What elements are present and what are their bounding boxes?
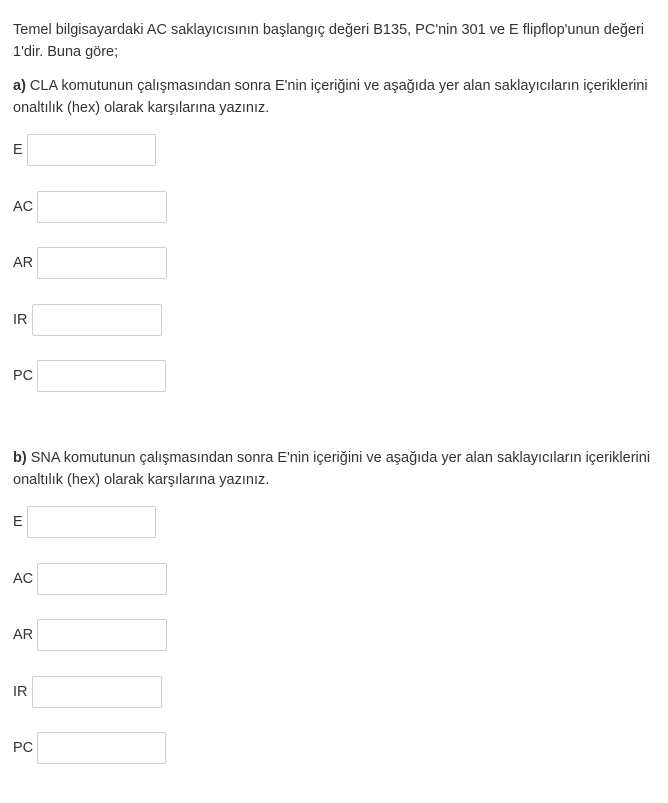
part-a-marker: a) — [13, 78, 26, 94]
part-b-input-pc[interactable] — [37, 732, 166, 764]
part-a-row-ar — [13, 245, 167, 281]
part-a-label-ar: AR — [13, 255, 34, 271]
part-a-text: CLA komutunun çalışmasından sonra E'nin içeriğini ve aşağıda yer alan saklayıcıların içeriklerini onaltılık (hex) olarak karşılarına yazınız. — [13, 78, 648, 116]
part-b-input-ac[interactable] — [37, 563, 167, 595]
part-b-row-e — [13, 504, 156, 540]
part-b-label-ar: AR — [13, 627, 34, 643]
part-b-label-pc: PC — [13, 740, 34, 756]
part-b-row-ar — [13, 617, 167, 653]
part-a-label-e: E — [13, 142, 23, 158]
part-a-input-pc[interactable] — [37, 360, 166, 392]
part-a-row-ac — [13, 189, 167, 225]
part-b-marker: b) — [13, 450, 27, 466]
part-a-row-ir — [13, 302, 162, 338]
part-a-label-pc: PC — [13, 368, 34, 384]
part-a-input-ar[interactable] — [37, 247, 167, 279]
part-b-input-e[interactable] — [27, 506, 156, 538]
part-a-input-ir[interactable] — [32, 304, 162, 336]
part-a-label-ir: IR — [13, 312, 28, 328]
part-b-label-ir: IR — [13, 684, 28, 700]
part-b-label-ac: AC — [13, 571, 34, 587]
part-a-input-ac[interactable] — [37, 191, 167, 223]
part-b-input-ar[interactable] — [37, 619, 167, 651]
part-b-row-pc — [13, 730, 166, 766]
part-b-prompt — [13, 447, 658, 491]
part-a-row-e — [13, 132, 156, 168]
part-a-prompt — [13, 75, 658, 119]
part-a-label-ac: AC — [13, 199, 34, 215]
question-intro: Temel bilgisayardaki AC saklayıcısının başlangıç değeri B135, PC'nin 301 ve E flipflop'unun değeri 1'dir. Buna göre; — [13, 22, 645, 60]
part-b-text: SNA komutunun çalışmasından sonra E'nin içeriğini ve aşağıda yer alan saklayıcıların içeriklerini onaltılık (hex) olarak karşılarına yazınız. — [13, 450, 651, 488]
part-b-row-ir — [13, 674, 162, 710]
part-b-label-e: E — [13, 514, 23, 530]
part-a-row-pc — [13, 358, 166, 394]
part-a-input-e[interactable] — [27, 134, 156, 166]
part-b-input-ir[interactable] — [32, 676, 162, 708]
part-b-row-ac — [13, 561, 167, 597]
